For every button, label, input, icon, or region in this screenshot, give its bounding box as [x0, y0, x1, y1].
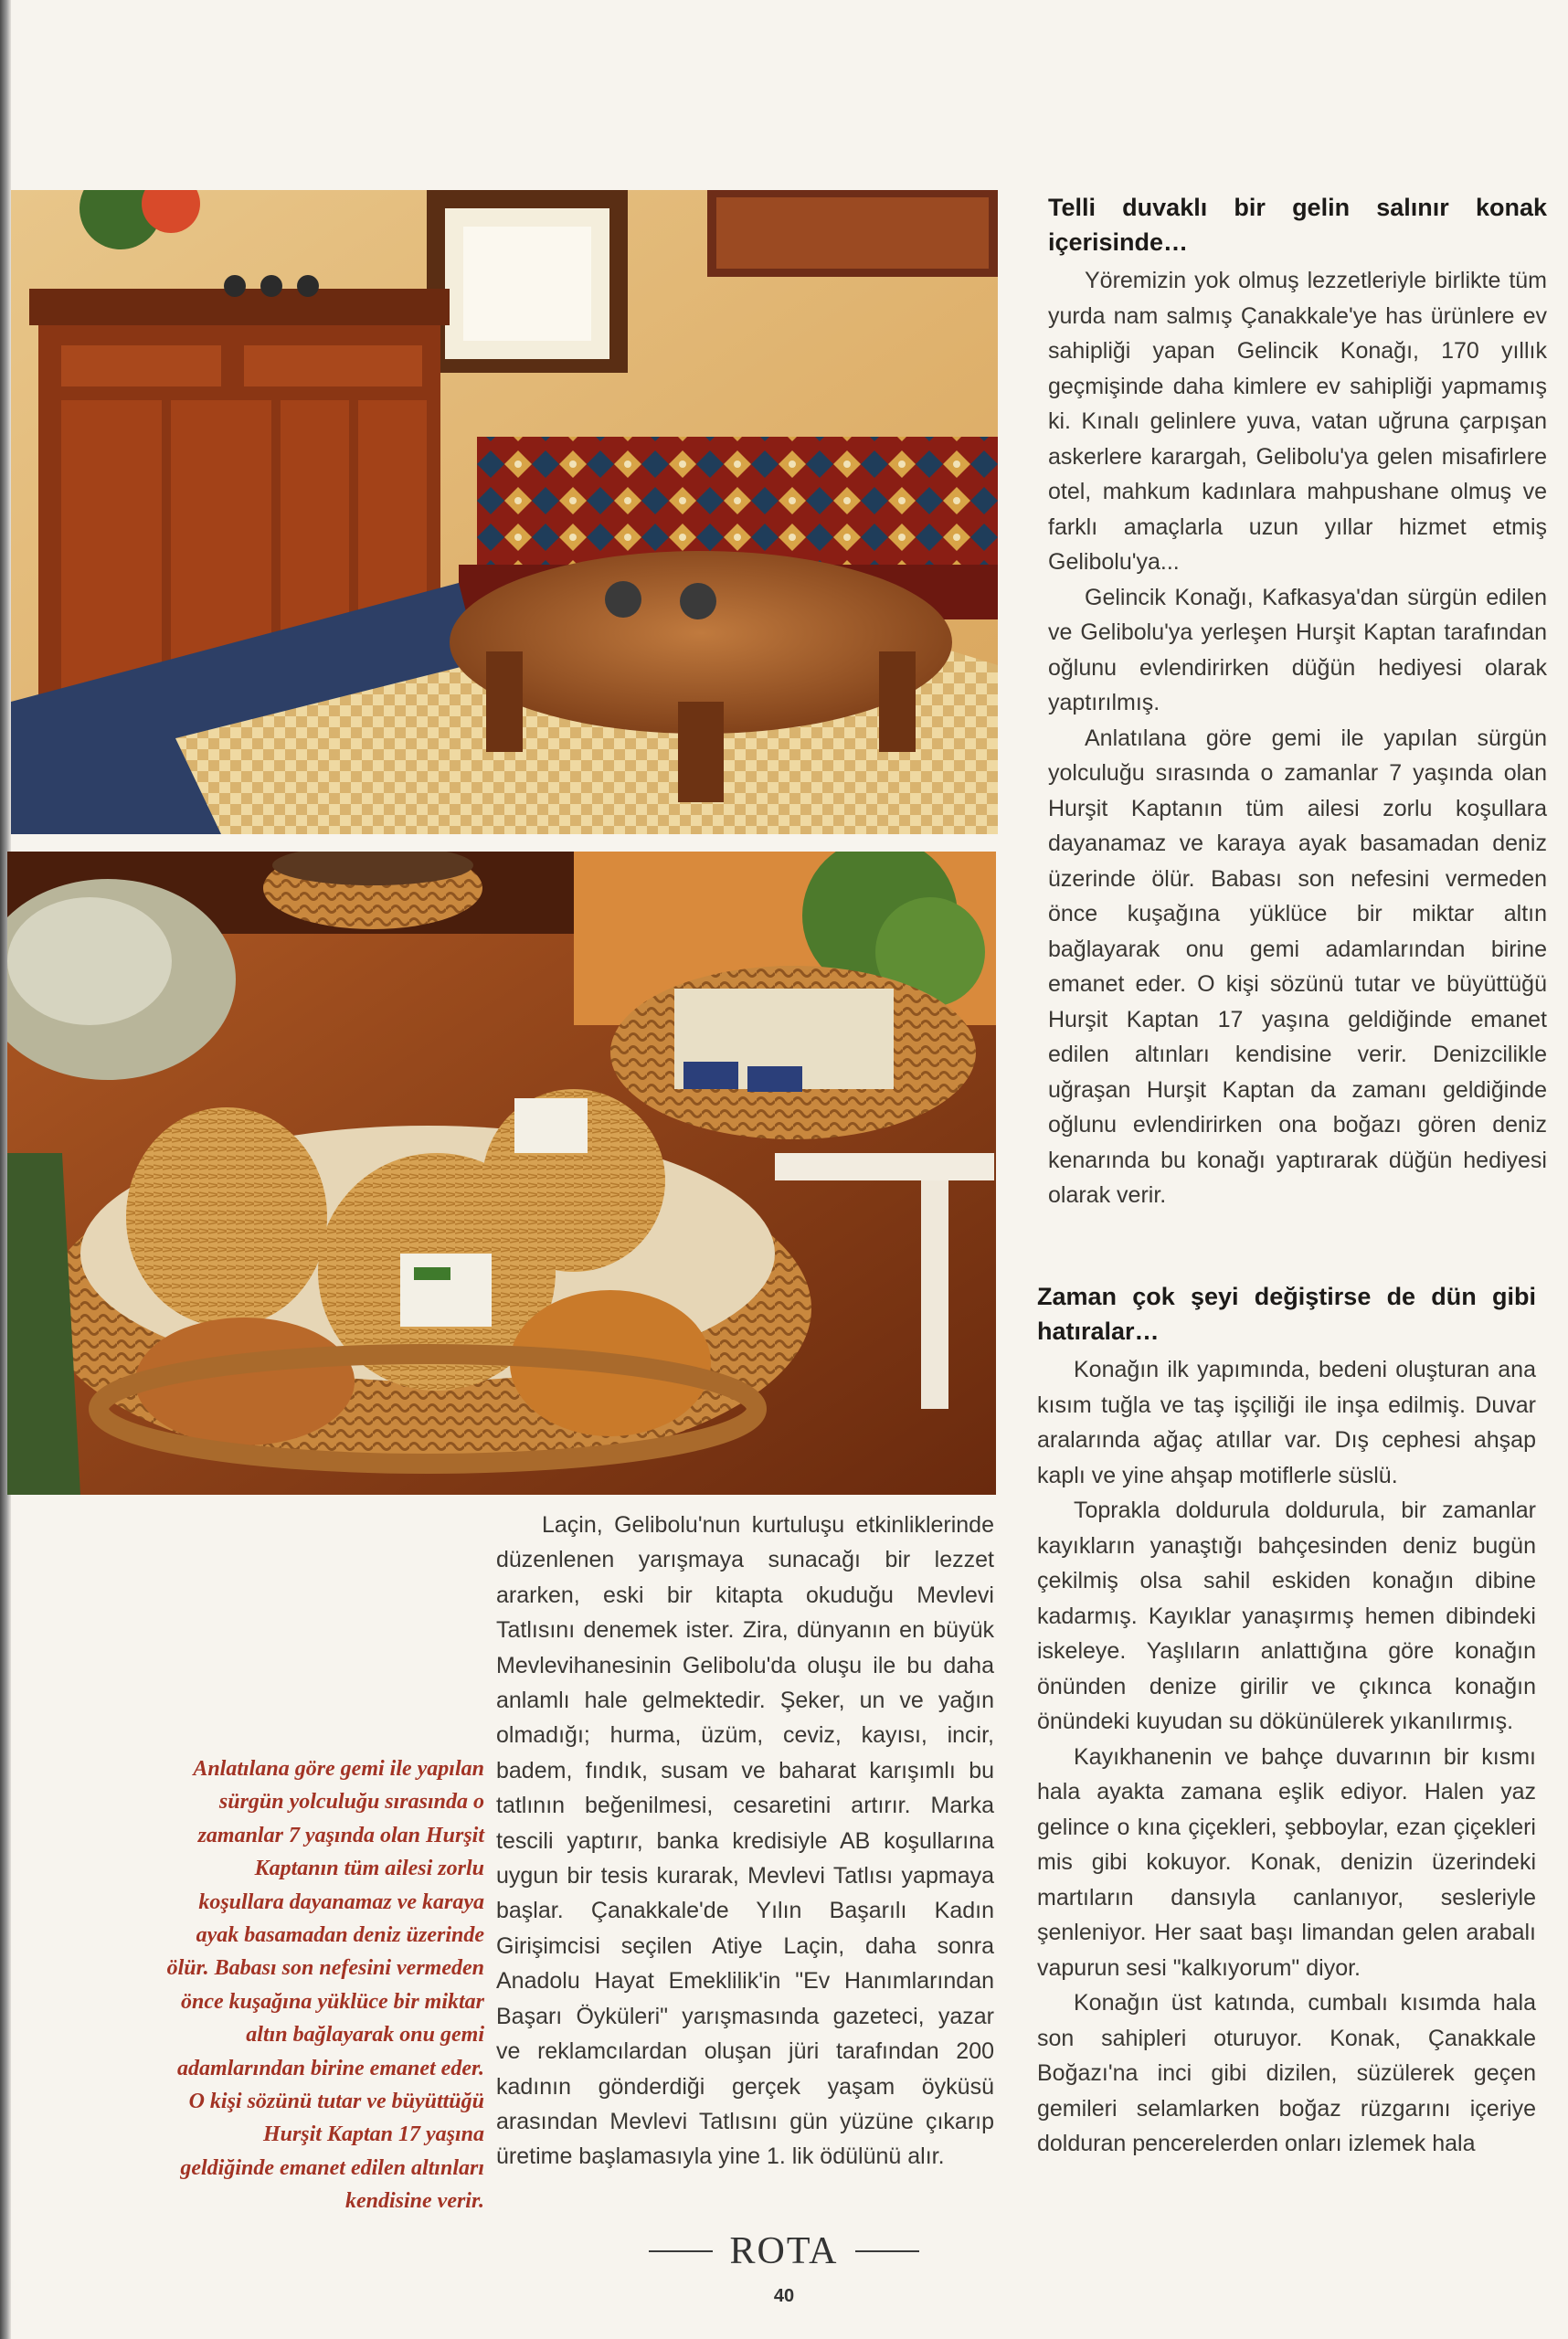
body-paragraph: Laçin, Gelibolu'nun kurtuluşu etkinliklerinde düzenlenen yarışmaya sunacağı bir lezzet ararken, eski bir kitapta okuduğu Mevlevi Tatlısını denemek ister. Zira, dünyanın en büyük Mevlevihanesinin Gelibolu'da oluşu ile bu daha anlamlı hale gelmektedir. Şeker, un ve yağın olmadığı; hurma, üzüm, ceviz, kayısı, incir, badem, fındık, susam ve baharat karışımlı bu tatlının beğenilmesi, cesaretini artırır. Marka tescili yaptırır, banka kredisiyle AB koşullarına uygun bir tesis kurarak, Mevlevi Tatlısı yapmaya başlar. Çanakkale'de Yılın Başarılı Kadın Girişimcisi seçilen Atiye Laçin, daha sonra Anadolu Hayat Emeklilik'in "Ev Hanımlarından Başarı Öyküleri" yarışmasında gazeteci, yazar ve reklamcılardan oluşan jüri tarafından 200 kadının gönderdiği gerçek yaşam öyküsü arasından Mevlevi Tatlısını gün yüzüne çıkarıp üretime başlamasıyla yine 1. lik ödülünü alır.	[496, 1512, 994, 2170]
konak-interior-photo	[11, 190, 998, 834]
footer-rule-right	[855, 2250, 919, 2252]
body-paragraph: Toprakla doldurula doldurula, bir zamanlar kayıkların yanaştığı bahçesinden deniz bugün çekilmiş olsa sahil eskiden konağın dibine kadarmış. Kayıklar yanaşırmış hemen dibindeki iskeleye. Yaşlıların anlattığına göre konağın önünden denize girilir ve çıkınca konağın önündeki kuyudan su dökünülerek yıkanılırmış.	[1037, 1498, 1536, 1734]
rota-logo: ROTA	[729, 2230, 839, 2272]
body-paragraph: Konağın üst katında, cumbalı kısımda hala son sahipleri oturuyor. Konak, Çanakkale Boğazı'na inci gibi dizilen, süzülerek geçen gemileri selamlarken boğaz rüzgarını içeriye dolduran pencerelerden onları izlemek hala	[1037, 1990, 1536, 2156]
section-konak-history	[1048, 190, 1547, 1213]
page-number: 40	[773, 2286, 795, 2306]
footer-rule-left	[649, 2250, 713, 2252]
section-mevlevi-tatlisi	[496, 1508, 994, 2175]
product-baskets-photo	[7, 852, 996, 1495]
section-heading: Telli duvaklı bir gelin salınır konak içerisinde…	[1048, 194, 1547, 256]
page-footer	[0, 2229, 1568, 2273]
body-paragraph: Konağın ilk yapımında, bedeni oluşturan ana kısım tuğla ve taş işçiliği ile inşa edilmiş. Duvar aralarında ağaç atıllar var. Dış cephesi ahşap kaplı ve yine ahşap motiflerle süslü.	[1037, 1357, 1536, 1488]
section-memories	[1037, 1279, 1536, 2162]
body-paragraph: Kayıkhanenin ve bahçe duvarının bir kısmı hala ayakta zamana eşlik ediyor. Halen yaz gelince o kına çiçekleri, şebboylar, ezan çiçekleri mis gibi kokuyor. Konak, denizin üzerindeki martıların dansıyla canlanıyor, sesleriyle şenleniyor. Her saat başı limandan gelen arabalı vapurun sesi "kalkıyorum" diyor.	[1037, 1743, 1536, 1981]
section-heading: Zaman çok şeyi değiştirse de dün gibi hatıralar…	[1037, 1283, 1536, 1345]
pull-quote: Anlatılana göre gemi ile yapılan sürgün yolculuğu sırasında o zamanlar 7 yaşında olan Hurşit Kaptanın tüm ailesi zorlu koşullara dayanamaz ve karaya ayak basamadan deniz üzerinde ölür. Babası son nefesini vermeden önce kuşağına yüklüce bir miktar altın bağlayarak onu gemi adamlarından birine emanet eder. O kişi sözünü tutar ve büyüttüğü Hurşit Kaptan 17 yaşına geldiğinde emanet edilen altınları kendisine verir.	[166, 1757, 484, 2214]
body-paragraph: Anlatılana göre gemi ile yapılan sürgün yolculuğu sırasında o zamanlar 7 yaşında olan Hurşit Kaptanın tüm ailesi zorlu koşullara dayanamaz ve karaya ayak basamadan deniz üzerinde ölür. Babası son nefesini vermeden önce kuşağına yüklüce bir miktar altın bağlayarak onu gemi adamlarından birine emanet eder. O kişi sözünü tutar ve büyüttüğü Hurşit Kaptan 17 yaşına geldiğinde emanet edilen altınları kendisine verir. Denizcilikle uğraşan Hurşit Kaptan da zamanı geldiğinde oğlunu evlendirirken ona boğazı gören deniz kenarında bu konağı yaptırarak düğün hediyesi olarak verir.	[1048, 725, 1547, 1208]
body-paragraph: Yöremizin yok olmuş lezzetleriyle birlikte tüm yurda nam salmış Çanakkale'ye has ürünlere ev sahipliği yapan Gelincik Konağı, 170 yıllık geçmişinde daha kimlere ev sahipliği yapmamış ki. Kınalı gelinlere yuva, vatan uğruna çarpışan askerlere karargah, Gelibolu'ya gelen misafirlere otel, mahkum kadınlara mahpushane olmuş ve farklı amaçlarla uzun yıllar hizmet etmiş Gelibolu'ya...	[1048, 268, 1547, 575]
body-paragraph: Gelincik Konağı, Kafkasya'dan sürgün edilen ve Gelibolu'ya yerleşen Hurşit Kaptan tarafından oğlunu evlendirirken düğün hediyesi olarak yaptırılmış.	[1048, 584, 1547, 715]
